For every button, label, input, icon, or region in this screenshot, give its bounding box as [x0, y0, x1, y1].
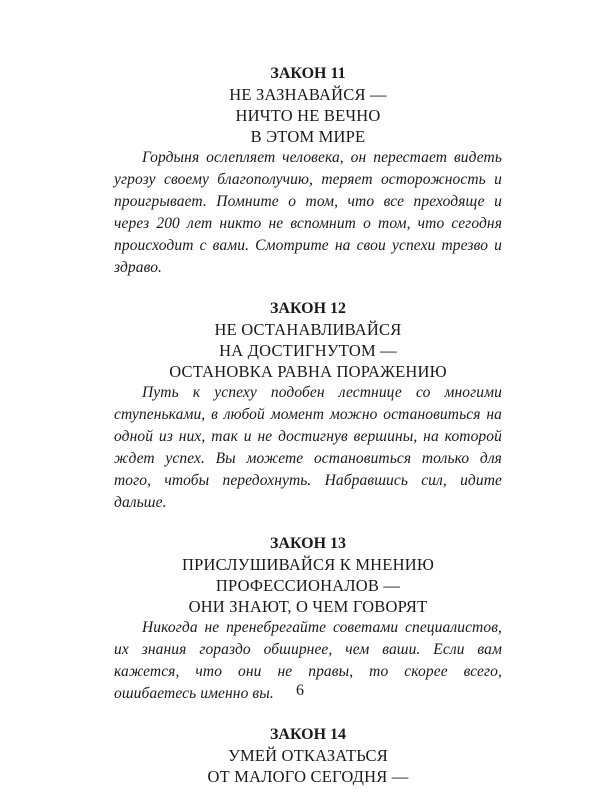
law-number: ЗАКОН 14 [269, 726, 347, 743]
law-body: Никогда не пренебрегайте советами специалистов, их знания гораздо обширнее, чем ваши. Если вам кажется, что они не правы, то скорее всего, ошибаетесь именно вы. [114, 619, 502, 702]
law-body: Путь к успеху подобен лестнице со многими ступеньками, в любой момент можно остановиться на одной из них, так и не достигнув вершины, на которой ждет успех. Вы можете остановиться только для того, чтобы передохнуть. Набравшись сил, идите дальше. [114, 384, 502, 511]
law-14 [114, 725, 502, 787]
law-title-line: ОСТАНОВКА РАВНА ПОРАЖЕНИЮ [169, 362, 447, 381]
law-number: ЗАКОН 13 [269, 535, 347, 552]
law-12 [114, 299, 502, 514]
law-title-line: НИЧТО НЕ ВЕЧНО [235, 106, 381, 125]
law-title-line: НЕ ЗАЗНАВАЙСЯ — [229, 85, 387, 104]
law-13 [114, 534, 502, 705]
law-title-line: НЕ ОСТАНАВЛИВАЙСЯ [214, 320, 402, 339]
law-title-line: В ЭТОМ МИРЕ [250, 127, 366, 146]
law-title-line: ПРИСЛУШИВАЙСЯ К МНЕНИЮ [182, 555, 434, 574]
law-title-line: ОТ МАЛОГО СЕГОДНЯ — [207, 767, 409, 786]
law-title-line: НА ДОСТИГНУТОМ — [219, 341, 397, 360]
law-number: ЗАКОН 11 [270, 65, 346, 82]
law-title-line: ОНИ ЗНАЮТ, О ЧЕМ ГОВОРЯТ [188, 597, 428, 616]
page-number: 6 [296, 682, 304, 699]
law-title-line: ПРОФЕССИОНАЛОВ — [215, 576, 401, 595]
law-number: ЗАКОН 12 [269, 300, 347, 317]
law-title-line: УМЕЙ ОТКАЗАТЬСЯ [228, 746, 388, 765]
law-body: Гордыня ослепляет человека, он перестает видеть угрозу своему благополучию, теряет осторожность и проигрывает. Помните о том, что все преходяще и через 200 лет никто не вспомнит о том, что сегодня происходит с вами. Смотрите на свои успехи трезво и здраво. [114, 149, 502, 276]
law-11 [114, 64, 502, 279]
